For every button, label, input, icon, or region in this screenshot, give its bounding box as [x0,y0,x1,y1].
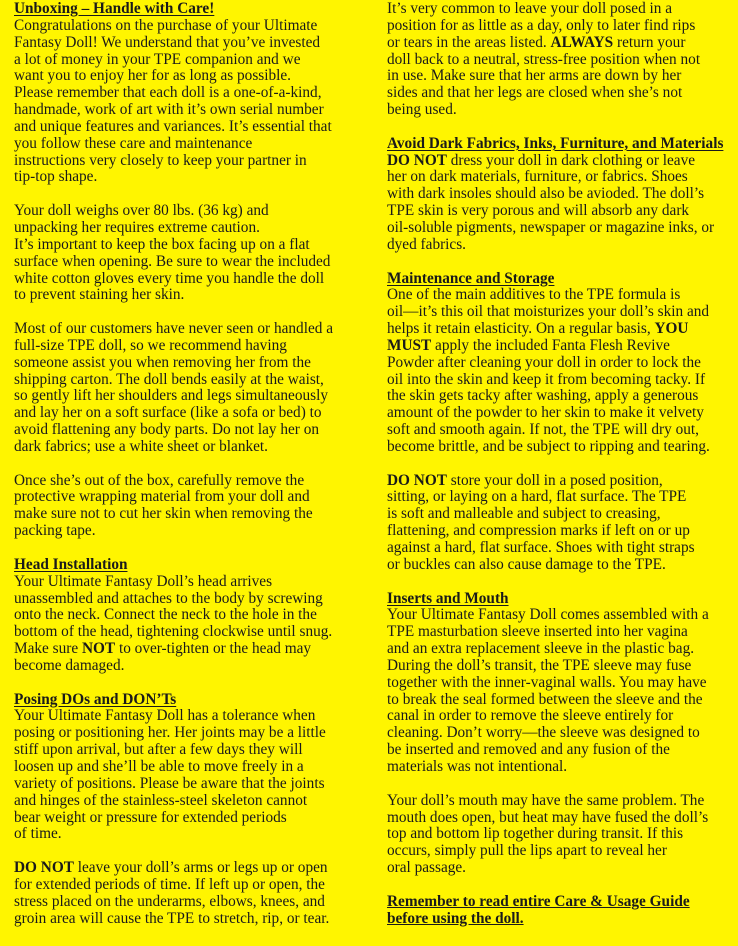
text-line: TPE masturbation sleeve inserted into her vagina [387,623,688,641]
dark-fabrics-heading: Avoid Dark Fabrics, Inks, Furniture, and Materials [387,134,724,152]
text-line: her on dark materials, furniture, or fabrics. Shoes [387,168,688,186]
text-line: or buckles can also cause damage to the TPE. [387,555,666,573]
text-line [387,321,737,338]
paragraph-gap [387,877,737,894]
text-line: unpacking her requires extreme caution. [14,218,260,236]
paragraph-gap [14,540,364,557]
paragraph-gap [14,675,364,692]
posing-heading: Posing DOs and DON’Ts [14,690,177,708]
text-line: Congratulations on the purchase of your Ultimate [14,16,318,34]
text-line: Your Ultimate Fantasy Doll has a tolerance when [14,707,316,725]
text-line [387,35,737,52]
text-line: packing tape. [14,522,96,540]
text-line: amount of the powder to her skin to make it velvety [387,404,704,422]
text-line: in use. Make sure that her arms are down by her [387,67,682,85]
text-fragment: store your doll in a posed position, [446,471,663,489]
text-line: white cotton gloves every time you handle the doll [14,269,325,287]
text-line: and an extra replacement sleeve in the plastic bag. [387,640,695,658]
text-line: oil-soluble pigments, newspaper or magazine inks, or [387,218,715,236]
text-line: dark fabrics; use a white sheet or blanket. [14,437,269,455]
text-line: so gently lift her shoulders and legs simultaneously [14,387,328,405]
paragraph-gap [14,843,364,860]
paragraph-gap [387,254,737,271]
text-line: Most of our customers have never seen or handled a [14,320,334,338]
text-fragment: return your [613,33,686,51]
text-line: materials was not intentional. [387,757,568,775]
text-fragment: to over-tighten or the head may [115,640,312,658]
text-line: position for as little as a day, only to later find rips [387,16,696,34]
paragraph-gap [14,456,364,473]
text-line: Your Ultimate Fantasy Doll’s head arrives [14,572,273,590]
text-line: canal in order to remove the sleeve entirely for [387,707,674,725]
emphasis-always: ALWAYS [550,33,614,51]
text-fragment: dress your doll in dark clothing or leave [446,151,696,169]
text-line: groin area will cause the TPE to stretch, rip, or tear. [14,909,330,927]
paragraph-gap [387,456,737,473]
paragraph-gap [14,186,364,203]
text-line: Powder after cleaning your doll in order to lock the [387,353,701,371]
text-line: unassembled and attaches to the body by screwing [14,589,323,607]
text-line: doll back to a neutral, stress-free position when not [387,50,701,68]
text-line [387,338,737,355]
text-line: want you to enjoy her for as long as possible. [14,67,291,85]
text-line: oral passage. [387,859,467,877]
text-line: shipping carton. The doll bends easily at the waist, [14,370,324,388]
footer-reminder-line: Remember to read entire Care & Usage Guide [387,892,690,910]
text-line: Please remember that each doll is a one-of-a-kind, [14,84,322,102]
text-line [14,860,364,877]
text-line: instructions very closely to keep your partner in [14,151,307,169]
text-line: someone assist you when removing her from the [14,353,311,371]
text-line: is soft and malleable and subject to creasing, [387,505,661,523]
text-line: Once she’s out of the box, carefully remove the [14,471,305,489]
right-column [387,1,737,927]
text-line: top and bottom lip together during transit. If this [387,825,684,843]
text-line [387,473,737,490]
text-line: be inserted and removed and any fusion of the [387,741,670,759]
paragraph-gap [387,119,737,136]
paragraph-gap [387,574,737,591]
text-line: make sure not to cut her skin when removing the [14,505,313,523]
text-line: It’s very common to leave your doll posed in a [387,0,673,17]
text-fragment: apply the included Fanta Flesh Revive [431,336,670,354]
text-line: become damaged. [14,656,125,674]
text-line: Your doll weighs over 80 lbs. (36 kg) and [14,202,269,220]
paragraph-gap [387,776,737,793]
text-line: Fantasy Doll! We understand that you’ve invested [14,33,321,51]
text-line: together with the inner-vaginal walls. You may have [387,673,707,691]
head-installation-heading: Head Installation [14,555,128,573]
text-line: to prevent staining her skin. [14,286,185,304]
emphasis-not: NOT [81,640,116,658]
text-line: During the doll’s transit, the TPE sleeve may fuse [387,656,692,674]
text-line: the skin gets tacky after washing, apply a generous [387,387,699,405]
text-line: and unique features and variances. It’s essential that [14,117,332,135]
emphasis-must: MUST [387,336,432,354]
emphasis-do-not: DO NOT [387,471,447,489]
text-line: with dark insoles should also be avioded. The doll’s [387,185,705,203]
text-line: you follow these care and maintenance [14,134,253,152]
text-line: sides and that her legs are closed when she’s not [387,84,683,102]
text-line: being used. [387,101,457,119]
text-line: cleaning. Don’t worry—the sleeve was designed to [387,724,700,742]
text-line: oil—it’s this oil that moisturizes your doll’s skin and [387,303,710,321]
text-line: posing or positioning her. Her joints may be a little [14,724,326,742]
text-line: oil into the skin and keep it from becoming tacky. If [387,370,706,388]
left-column [14,1,364,927]
inserts-heading: Inserts and Mouth [387,589,509,607]
text-line: protective wrapping material from your doll and [14,488,310,506]
text-fragment: helps it retain elasticity. On a regular basis, [387,320,655,338]
maintenance-heading: Maintenance and Storage [387,269,555,287]
text-line: onto the neck. Connect the neck to the hole in the [14,606,317,624]
text-line: handmade, work of art with it’s own serial number [14,101,324,119]
emphasis-do-not: DO NOT [14,859,74,877]
text-line: against a hard, flat surface. Shoes with tight straps [387,539,695,556]
text-line: bottom of the head, tightening clockwise until snug. [14,623,333,641]
text-line: Your Ultimate Fantasy Doll comes assembled with a [387,606,709,624]
text-line: TPE skin is very porous and will absorb any dark [387,202,690,220]
text-line: soft and smooth again. If not, the TPE will dry out, [387,421,699,439]
text-line: full-size TPE doll, so we recommend having [14,336,287,354]
text-line: stiff upon arrival, but after a few days they will [14,741,303,759]
text-line: One of the main additives to the TPE formula is [387,286,681,304]
emphasis-do-not: DO NOT [387,151,447,169]
text-line: for extended periods of time. If left up or open, the [14,875,325,893]
text-line: to break the seal formed between the sleeve and the [387,690,703,708]
text-fragment: leave your doll’s arms or legs up or open [73,859,328,877]
text-line: of time. [14,825,62,843]
emphasis-you: YOU [654,320,689,338]
text-fragment: or tears in the areas listed. [387,33,547,51]
text-line: occurs, simply pull the lips apart to reveal her [387,842,667,860]
text-line: a lot of money in your TPE companion and we [14,50,301,68]
footer-reminder-line: before using the doll. [387,909,524,927]
unboxing-heading: Unboxing – Handle with Care! [14,0,215,17]
text-line: Your doll’s mouth may have the same problem. The [387,791,705,809]
paragraph-gap [14,304,364,321]
text-line: bear weight or pressure for extended periods [14,808,287,826]
text-line: avoid flattening any body parts. Do not lay her on [14,421,320,439]
text-fragment: Make sure [14,640,82,658]
text-line: surface when opening. Be sure to wear the included [14,252,331,270]
text-line: dyed fabrics. [387,235,467,253]
text-line: It’s important to keep the box facing up on a flat [14,235,310,253]
text-line: variety of positions. Please be aware that the joints [14,774,325,792]
text-line: become brittle, and be subject to ripping and tearing. [387,437,710,455]
text-line: sitting, or laying on a hard, flat surface. The TPE [387,488,687,506]
text-line: and lay her on a soft surface (like a sofa or bed) to [14,404,322,422]
text-line: loosen up and she’ll be able to move freely in a [14,757,304,775]
text-line: stress placed on the underarms, elbows, knees, and [14,892,325,910]
text-line [387,153,737,170]
text-line [14,641,364,658]
text-line: and hinges of the stainless-steel skeleton cannot [14,791,308,809]
text-line: flattening, and compression marks if left on or up [387,522,690,540]
text-line: tip-top shape. [14,168,98,186]
text-line: mouth does open, but heat may have fused the doll’s [387,808,709,826]
